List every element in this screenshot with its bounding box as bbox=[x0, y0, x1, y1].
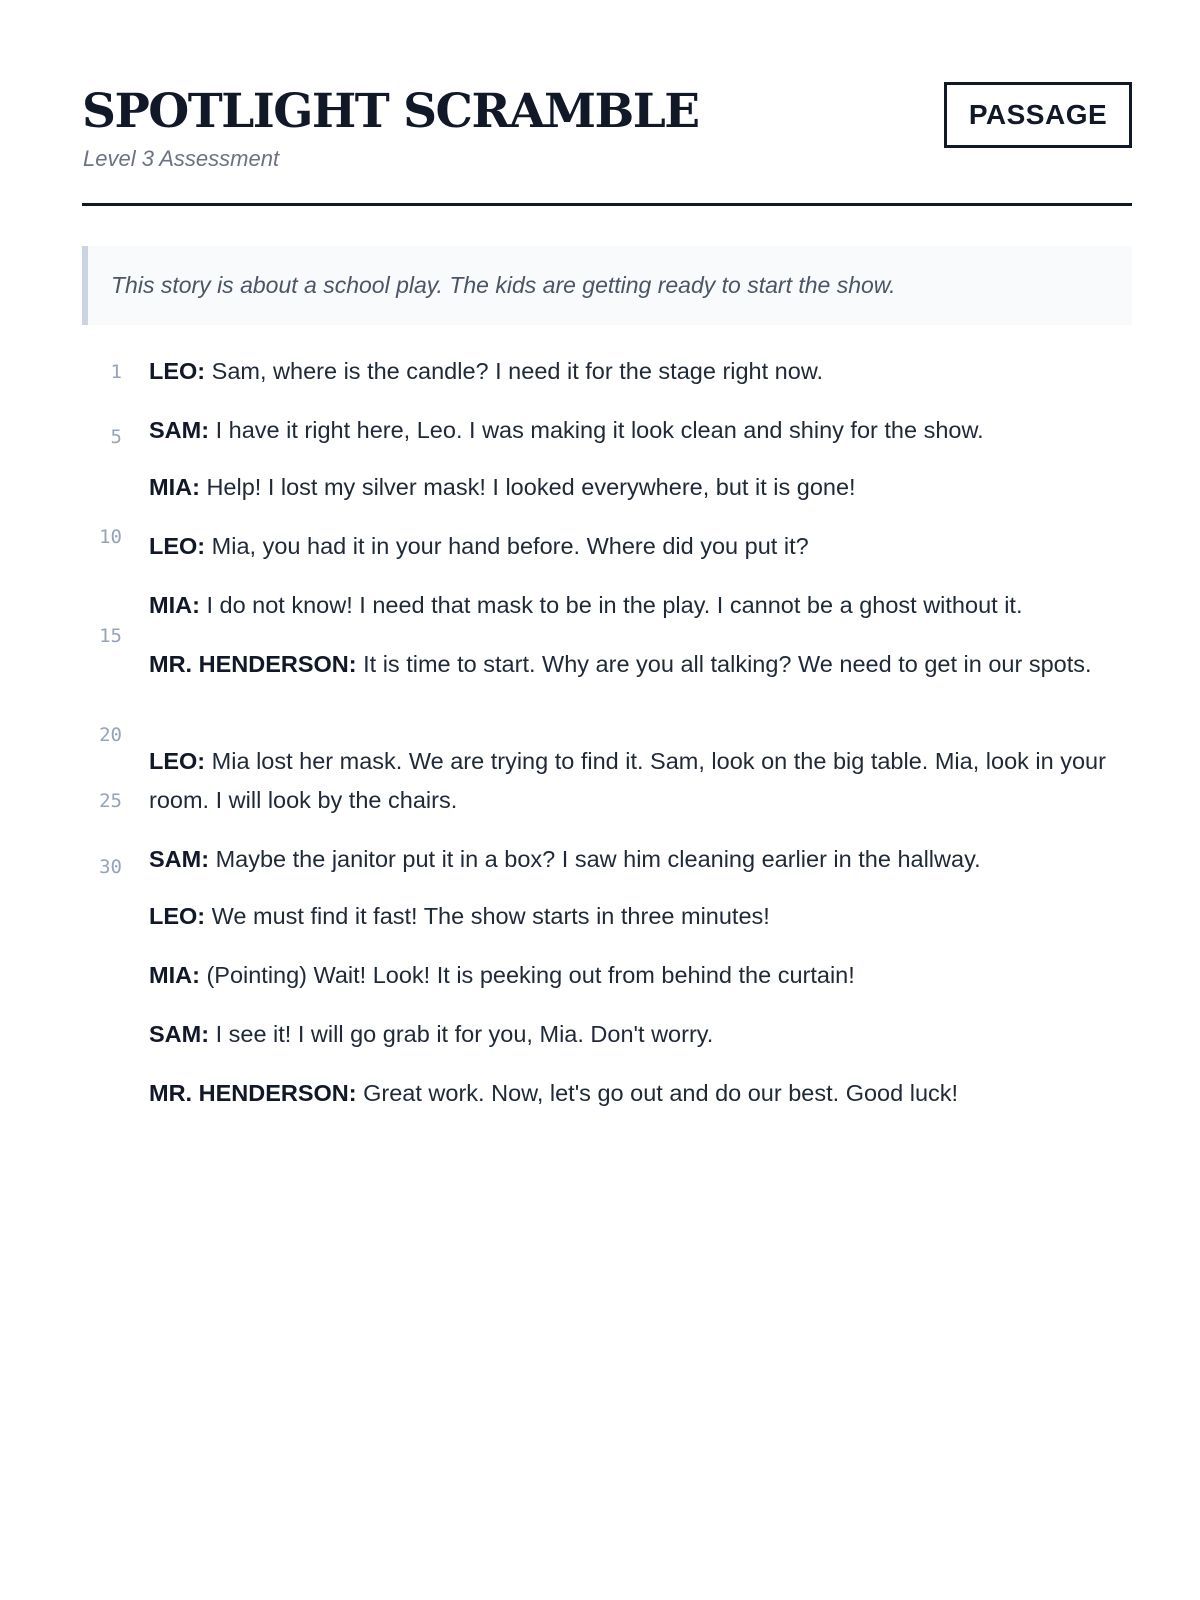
dialogue-line bbox=[149, 1074, 1134, 1113]
line-number-30: 30 bbox=[99, 856, 122, 878]
intro-text: This story is about a school play. The kids are getting ready to start the show. bbox=[111, 272, 896, 298]
line-number-20: 20 bbox=[99, 724, 122, 746]
dialogue-text: Mia, you had it in your hand before. Where did you put it? bbox=[211, 533, 809, 559]
dialogue-text: I do not know! I need that mask to be in the play. I cannot be a ghost without it. bbox=[206, 592, 1023, 618]
dialogue-text: Sam, where is the candle? I need it for the stage right now. bbox=[211, 358, 824, 384]
dialogue-line bbox=[149, 468, 1134, 507]
dialogue-line bbox=[149, 411, 1134, 450]
dialogue-text: Maybe the janitor put it in a box? I saw him cleaning earlier in the hallway. bbox=[215, 846, 981, 872]
dialogue-text: Great work. Now, let's go out and do our best. Good luck! bbox=[363, 1080, 959, 1106]
speaker-name: MIA: bbox=[149, 474, 200, 500]
dialogue-text: We must find it fast! The show starts in three minutes! bbox=[211, 903, 770, 929]
speaker-name: SAM: bbox=[149, 846, 210, 872]
speaker-name: MR. HENDERSON: bbox=[149, 1080, 357, 1106]
speaker-name: LEO: bbox=[149, 358, 206, 384]
line-number-15: 15 bbox=[99, 625, 122, 647]
dialogue-text: Mia lost her mask. We are trying to find it. Sam, look on the big table. Mia, look in your room. I will look by the chairs. bbox=[149, 748, 1106, 813]
dialogue-line bbox=[149, 956, 1134, 995]
dialogue-line bbox=[149, 645, 1134, 684]
speaker-name: SAM: bbox=[149, 417, 210, 443]
dialogue-text: I see it! I will go grab it for you, Mia. Don't worry. bbox=[215, 1021, 714, 1047]
line-number-25: 25 bbox=[99, 790, 122, 812]
dialogue-text: (Pointing) Wait! Look! It is peeking out from behind the curtain! bbox=[206, 962, 855, 988]
line-number-10: 10 bbox=[99, 526, 122, 548]
dialogue-line bbox=[149, 352, 1134, 391]
dialogue-text: Help! I lost my silver mask! I looked everywhere, but it is gone! bbox=[206, 474, 856, 500]
line-number-5: 5 bbox=[110, 426, 122, 448]
passage-page bbox=[82, 0, 1132, 1106]
dialogue-text: It is time to start. Why are you all talking? We need to get in our spots. bbox=[363, 651, 1092, 677]
speaker-name: MIA: bbox=[149, 592, 200, 618]
dialogue-line bbox=[149, 1015, 1134, 1054]
speaker-name: MIA: bbox=[149, 962, 200, 988]
passage-badge: PASSAGE bbox=[944, 82, 1132, 148]
speaker-name: LEO: bbox=[149, 748, 206, 774]
speaker-name: MR. HENDERSON: bbox=[149, 651, 357, 677]
dialogue-line bbox=[149, 742, 1134, 820]
page-title: SPOTLIGHT SCRAMBLE bbox=[82, 84, 699, 139]
speaker-name: LEO: bbox=[149, 903, 206, 929]
dialogue-line bbox=[149, 527, 1134, 566]
dialogue-passage bbox=[82, 0, 1132, 1600]
line-number-1: 1 bbox=[110, 361, 122, 383]
dialogue-line bbox=[149, 897, 1134, 936]
speaker-name: SAM: bbox=[149, 1021, 210, 1047]
dialogue-line bbox=[149, 840, 1134, 879]
speaker-name: LEO: bbox=[149, 533, 206, 559]
dialogue-text: I have it right here, Leo. I was making it look clean and shiny for the show. bbox=[215, 417, 984, 443]
page-subtitle: Level 3 Assessment bbox=[83, 146, 280, 171]
dialogue-line bbox=[149, 586, 1134, 625]
